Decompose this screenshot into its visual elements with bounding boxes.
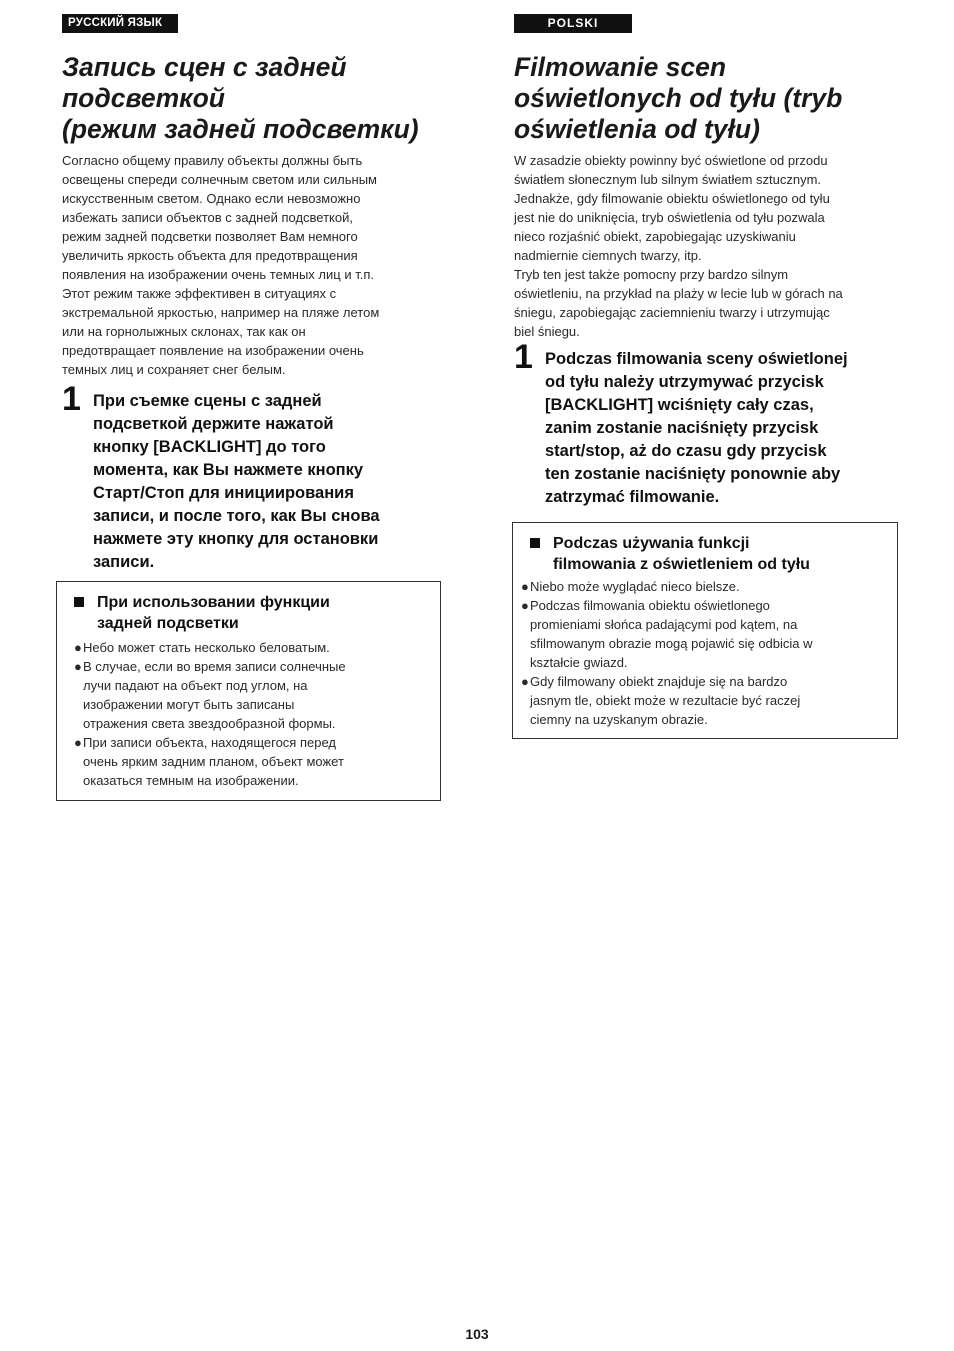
text-line: записи. [93, 553, 155, 571]
bullet-icon: ● [521, 579, 529, 594]
text-line: записи, и после того, как Вы снова [93, 507, 380, 525]
bullet-icon: ● [74, 659, 82, 674]
text-line: start/stop, aż do czasu gdy przycisk [545, 442, 827, 460]
note-list [74, 638, 346, 790]
text-line: Tryb ten jest także pomocny przy bardzo silnym [514, 267, 789, 282]
text-line: sfilmowanym obrazie mogą pojawić się odbicia w [530, 636, 813, 651]
text-line: jest nie do uniknięcia, tryb oświetlenia od tyłu pozwala [514, 210, 825, 225]
text-line: promieniami słońca padającymi pod kątem, na [530, 617, 798, 632]
text-line: режим задней подсветки позволяет Вам немного [62, 229, 358, 244]
text-line: Старт/Стоп для инициирования [93, 484, 354, 502]
text-line: zanim zostanie naciśnięty przycisk [545, 419, 819, 437]
title-line: oświetlonych od tyłu (tryb [514, 83, 843, 113]
note-box-russian [56, 581, 441, 801]
bullet-icon: ● [74, 640, 82, 655]
text-line: При записи объекта, находящегося перед [83, 735, 336, 750]
text-line: śniegu, zapobiegając zaciemnieniu twarzy i utrzymując [514, 305, 830, 320]
text-line: oświetleniu, na przykład na plaży w lecie lub w górach na [514, 286, 843, 301]
text-line: предотвращает появление на изображении очень [62, 343, 364, 358]
text-line: При использовании функции [97, 594, 330, 611]
language-tag-polish: POLSKI [514, 14, 632, 33]
text-line: kształcie gwiazd. [530, 655, 628, 670]
text-line: кнопку [BACKLIGHT] до того [93, 438, 326, 456]
square-bullet-icon [74, 597, 84, 607]
text-line: увеличить яркость объекта для предотвращения [62, 248, 358, 263]
list-item [521, 577, 813, 596]
text-line: Небо может стать несколько беловатым. [83, 640, 330, 655]
text-line: W zasadzie obiekty powinny być oświetlone od przodu [514, 153, 828, 168]
text-line: Согласно общему правилу объекты должны быть [62, 153, 363, 168]
list-item [521, 672, 813, 729]
text-line: Podczas filmowania obiektu oświetlonego [530, 598, 770, 613]
text-line: Gdy filmowany obiekt znajduje się na bardzo [530, 674, 788, 689]
note-title [530, 533, 810, 575]
intro-paragraph-polish [514, 151, 843, 341]
text-line: światłem słonecznym lub silnym światłem sztucznym. [514, 172, 822, 187]
section-title-russian [62, 52, 419, 145]
square-bullet-icon [530, 538, 540, 548]
title-line: oświetlenia od tyłu) [514, 114, 760, 144]
text-line: темных лиц и сохраняет снег белым. [62, 362, 286, 377]
text-line: Jednakże, gdy filmowanie obiektu oświetlonego od tyłu [514, 191, 830, 206]
text-line: искусственным светом. Однако если невозможно [62, 191, 361, 206]
step-instruction [545, 348, 848, 509]
title-line: Запись сцен с задней [62, 52, 347, 82]
list-item [74, 657, 346, 733]
step-number: 1 [62, 380, 81, 418]
text-line: zatrzymać filmowanie. [545, 488, 720, 506]
step-instruction [93, 390, 380, 574]
text-line: biel śniegu. [514, 324, 580, 339]
text-line: лучи падают на объект под углом, на [83, 678, 308, 693]
intro-paragraph-russian [62, 151, 379, 379]
text-line: очень ярким задним планом, объект может [83, 754, 344, 769]
section-title-polish [514, 52, 842, 145]
note-box-polish [512, 522, 898, 739]
language-tag-russian: РУССКИЙ ЯЗЫК [62, 14, 178, 33]
text-line: ten zostanie naciśnięty ponownie aby [545, 465, 841, 483]
text-line: nadmiernie ciemnych twarzy, itp. [514, 248, 702, 263]
list-item [74, 733, 346, 790]
text-line: экстремальной яркостью, например на пляже летом [62, 305, 380, 320]
text-line: появления на изображении очень темных лиц и т.п. [62, 267, 374, 282]
title-line: подсветкой [62, 83, 225, 113]
text-line: nieco rozjaśnić obiekt, zapobiegając uzyskiwaniu [514, 229, 796, 244]
text-line: ciemny na uzyskanym obrazie. [530, 712, 708, 727]
text-line: избежать записи объектов с задней подсветкой, [62, 210, 353, 225]
text-line: освещены спереди солнечным светом или сильным [62, 172, 377, 187]
text-line: В случае, если во время записи солнечные [83, 659, 346, 674]
bullet-icon: ● [74, 735, 82, 750]
text-line: Podczas używania funkcji [553, 535, 750, 552]
text-line: нажмете эту кнопку для остановки [93, 530, 379, 548]
text-line: отражения света звездообразной формы. [83, 716, 336, 731]
list-item [521, 596, 813, 672]
text-line: подсветкой держите нажатой [93, 415, 334, 433]
text-line: изображении могут быть записаны [83, 697, 295, 712]
text-line: od tyłu należy utrzymywać przycisk [545, 373, 824, 391]
text-line: момента, как Вы нажмете кнопку [93, 461, 364, 479]
title-line: (режим задней подсветки) [62, 114, 419, 144]
text-line: Niebo może wyglądać nieco bielsze. [530, 579, 740, 594]
text-line: jasnym tle, obiekt może w rezultacie być raczej [530, 693, 801, 708]
bullet-icon: ● [521, 674, 529, 689]
page-number: 103 [465, 1326, 489, 1342]
title-line: Filmowanie scen [514, 52, 727, 82]
text-line: оказаться темным на изображении. [83, 773, 299, 788]
note-list [521, 577, 813, 729]
text-line: При съемке сцены с задней [93, 392, 322, 410]
step-number: 1 [514, 338, 533, 376]
bullet-icon: ● [521, 598, 529, 613]
text-line: [BACKLIGHT] wciśnięty cały czas, [545, 396, 814, 414]
text-line: или на горнолыжных склонах, так как он [62, 324, 306, 339]
text-line: filmowania z oświetleniem od tyłu [553, 556, 810, 573]
text-line: Этот режим также эффективен в ситуациях с [62, 286, 337, 301]
text-line: задней подсветки [97, 615, 239, 632]
list-item [74, 638, 346, 657]
note-title [74, 592, 330, 634]
text-line: Podczas filmowania sceny oświetlonej [545, 350, 848, 368]
